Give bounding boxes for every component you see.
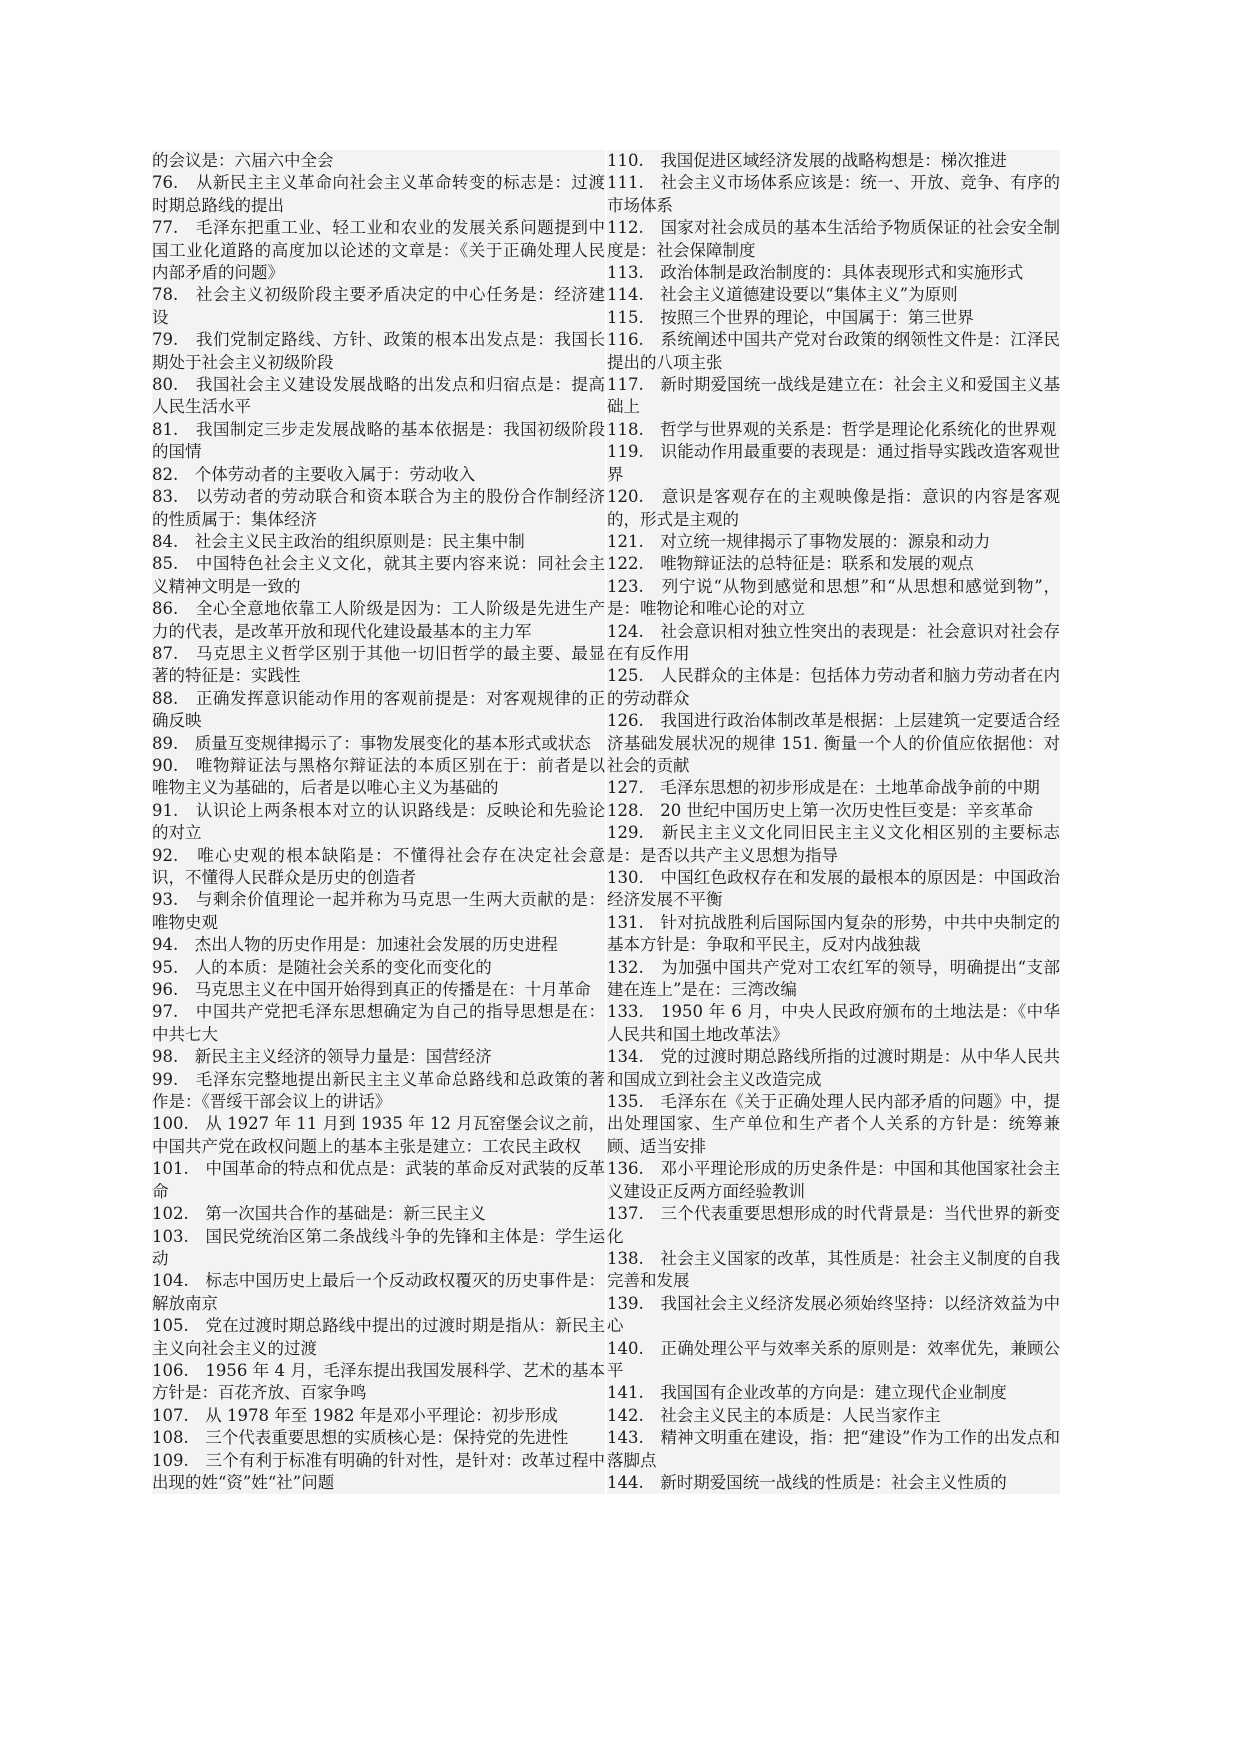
question-item: 101. 中国革命的特点和优点是：武装的革命反对武装的反革命	[152, 1159, 605, 1201]
question-item: 144. 新时期爱国统一战线的性质是：社会主义性质的	[607, 1472, 1007, 1492]
left-column	[152, 150, 605, 1494]
question-item: 89. 质量互变规律揭示了：事物发展变化的基本形式或状态	[152, 733, 591, 753]
question-item: 124. 社会意识相对独立性突出的表现是：社会意识对社会存在有反作用	[607, 621, 1060, 663]
question-item: 141. 我国国有企业改革的方向是：建立现代企业制度	[607, 1383, 1007, 1403]
question-item: 125. 人民群众的主体是：包括体力劳动者和脑力劳动者在内的劳动群众	[607, 666, 1060, 708]
question-item: 77. 毛泽东把重工业、轻工业和农业的发展关系问题提到中国工业化道路的高度加以论述的文章是：《关于正确处理人民内部矛盾的问题》	[152, 218, 605, 283]
question-item: 87. 马克思主义哲学区别于其他一切旧哲学的最主要、最显著的特征是：实践性	[152, 643, 605, 686]
question-item: 120. 意识是客观存在的主观映像是指：意识的内容是客观的，形式是主观的	[607, 487, 1060, 529]
question-item: 86. 全心全意地依靠工人阶级是因为：工人阶级是先进生产力的代表，是改革开放和现代化建设最基本的主力军	[152, 599, 605, 641]
question-item: 122. 唯物辩证法的总特征是：联系和发展的观点	[607, 554, 974, 574]
question-item: 114. 社会主义道德建设要以“集体主义”为原则	[607, 285, 958, 305]
question-item: 104. 标志中国历史上最后一个反动政权覆灭的历史事件是：解放南京	[152, 1271, 605, 1313]
question-item: 106. 1956 年 4 月，毛泽东提出我国发展科学、艺术的基本方针是：百花齐放、百家争鸣	[152, 1360, 605, 1403]
question-item: 96. 马克思主义在中国开始得到真正的传播是在：十月革命	[152, 980, 591, 1000]
question-item: 103. 国民党统治区第二条战线斗争的先锋和主体是：学生运动	[152, 1226, 605, 1268]
question-item: 133. 1950 年 6 月，中央人民政府颁布的土地法是：《中华人民共和国土地改革法》	[607, 1002, 1060, 1044]
question-item: 81. 我国制定三步走发展战略的基本依据是：我国初级阶段的国情	[152, 419, 605, 462]
question-item: 91. 认识论上两条根本对立的认识路线是：反映论和先验论的对立	[152, 800, 605, 843]
question-item: 126. 我国进行政治体制改革是根据：上层建筑一定要适合经济基础发展状况的规律 151. 衡量一个人的价值应依据他：对社会的贡献	[607, 711, 1060, 775]
question-item: 93. 与剩余价值理论一起并称为马克思一生两大贡献的是：唯物史观	[152, 890, 605, 932]
question-item: 116. 系统阐述中国共产党对台政策的纲领性文件是：江泽民提出的八项主张	[607, 330, 1060, 372]
question-item: 130. 中国红色政权存在和发展的最根本的原因是：中国政治经济发展不平衡	[607, 868, 1060, 910]
question-item: 92. 唯心史观的根本缺陷是：不懂得社会存在决定社会意识，不懂得人民群众是历史的创造者	[152, 845, 605, 887]
question-item: 110. 我国促进区域经济发展的战略构想是：梯次推进	[607, 151, 1007, 170]
question-item: 88. 正确发挥意识能动作用的客观前提是：对客观规律的正确反映	[152, 688, 605, 731]
question-item: 97. 中国共产党把毛泽东思想确定为自己的指导思想是在：中共七大	[152, 1002, 605, 1044]
question-item: 131. 针对抗战胜利后国际国内复杂的形势，中共中央制定的基本方针是：争取和平民主，反对内战独裁	[607, 912, 1060, 955]
question-item: 140. 正确处理公平与效率关系的原则是：效率优先，兼顾公平	[607, 1338, 1060, 1380]
question-item: 127. 毛泽东思想的初步形成是在：土地革命战争前的中期	[607, 778, 1040, 798]
question-item: 115. 按照三个世界的理论，中国属于：第三世界	[607, 307, 974, 327]
question-item: 139. 我国社会主义经济发展必须始终坚持：以经济效益为中心	[607, 1293, 1060, 1336]
question-item: 118. 哲学与世界观的关系是：哲学是理论化系统化的世界观	[607, 419, 1057, 439]
right-column	[607, 150, 1060, 1494]
question-item: 79. 我们党制定路线、方针、政策的根本出发点是：我国长期处于社会主义初级阶段	[152, 330, 605, 372]
question-item: 的会议是：六届六中全会	[152, 151, 334, 170]
question-item: 107. 从 1978 年至 1982 年是邓小平理论：初步形成	[152, 1405, 558, 1425]
question-item: 94. 杰出人物的历史作用是：加速社会发展的历史进程	[152, 935, 558, 955]
question-item: 119. 识能动作用最重要的表现是：通过指导实践改造客观世界	[607, 442, 1060, 484]
question-item: 85. 中国特色社会主义文化，就其主要内容来说：同社会主义精神文明是一致的	[152, 554, 605, 596]
question-item: 121. 对立统一规律揭示了事物发展的：源泉和动力	[607, 531, 991, 551]
question-item: 83. 以劳动者的劳动联合和资本联合为主的股份合作制经济的性质属于：集体经济	[152, 487, 605, 529]
question-item: 113. 政治体制是政治制度的：具体表现形式和实施形式	[607, 263, 1024, 283]
question-item: 84. 社会主义民主政治的组织原则是：民主集中制	[152, 531, 525, 551]
question-item: 99. 毛泽东完整地提出新民主主义革命总路线和总政策的著作是：《晋绥干部会议上的讲话》	[152, 1069, 605, 1112]
question-item: 78. 社会主义初级阶段主要矛盾决定的中心任务是：经济建设	[152, 285, 605, 327]
question-item: 137. 三个代表重要思想形成的时代背景是：当代世界的新变化	[607, 1204, 1060, 1246]
question-item: 135. 毛泽东在《关于正确处理人民内部矛盾的问题》中，提出处理国家、生产单位和生产者个人关系的方针是：统筹兼顾、适当安排	[607, 1092, 1060, 1156]
question-item: 128. 20 世纪中国历史上第一次历史性巨变是：辛亥革命	[607, 800, 1033, 820]
question-item: 109. 三个有利于标准有明确的针对性，是针对：改革过程中出现的姓“资”姓“社”问题	[152, 1450, 605, 1492]
question-item: 138. 社会主义国家的改革，其性质是：社会主义制度的自我完善和发展	[607, 1248, 1060, 1291]
question-item: 76. 从新民主主义革命向社会主义革命转变的标志是：过渡时期总路线的提出	[152, 173, 605, 215]
question-item: 105. 党在过渡时期总路线中提出的过渡时期是指从：新民主主义向社会主义的过渡	[152, 1316, 605, 1358]
question-item: 129. 新民主主义文化同旧民主主义文化相区别的主要标志是：是否以共产主义思想为指导	[607, 823, 1060, 865]
question-item: 82. 个体劳动者的主要收入属于：劳动收入	[152, 464, 476, 484]
question-item: 112. 国家对社会成员的基本生活给予物质保证的社会安全制度是：社会保障制度	[607, 218, 1060, 260]
question-item: 134. 党的过渡时期总路线所指的过渡时期是：从中华人民共和国成立到社会主义改造完成	[607, 1047, 1060, 1089]
question-item: 111. 社会主义市场体系应该是：统一、开放、竞争、有序的市场体系	[607, 173, 1060, 215]
question-item: 123. 列宁说“从物到感觉和思想”和“从思想和感觉到物”，是：唯物论和唯心论的对立	[607, 576, 1060, 619]
question-item: 80. 我国社会主义建设发展战略的出发点和归宿点是：提高人民生活水平	[152, 375, 605, 417]
question-item: 108. 三个代表重要思想的实质核心是：保持党的先进性	[152, 1428, 569, 1448]
question-item: 102. 第一次国共合作的基础是：新三民主义	[152, 1204, 486, 1224]
question-item: 95. 人的本质：是随社会关系的变化而变化的	[152, 957, 492, 977]
question-item: 98. 新民主主义经济的领导力量是：国营经济	[152, 1047, 492, 1067]
question-item: 117. 新时期爱国统一战线是建立在：社会主义和爱国主义基础上	[607, 375, 1060, 417]
question-item: 132. 为加强中国共产党对工农红军的领导，明确提出“支部建在连上”是在：三湾改编	[607, 957, 1060, 1000]
question-item: 90. 唯物辩证法与黑格尔辩证法的本质区别在于：前者是以唯物主义为基础的，后者是以唯心主义为基础的	[152, 755, 605, 798]
question-item: 143. 精神文明重在建设，指：把“建设”作为工作的出发点和落脚点	[607, 1428, 1060, 1470]
question-item: 136. 邓小平理论形成的历史条件是：中国和其他国家社会主义建设正反两方面经验教训	[607, 1159, 1060, 1201]
question-item: 100. 从 1927 年 11 月到 1935 年 12 月瓦窑堡会议之前，中国共产党在政权问题上的基本主张是建立：工农民主政权	[152, 1114, 605, 1156]
question-item: 142. 社会主义民主的本质是：人民当家作主	[607, 1405, 941, 1425]
